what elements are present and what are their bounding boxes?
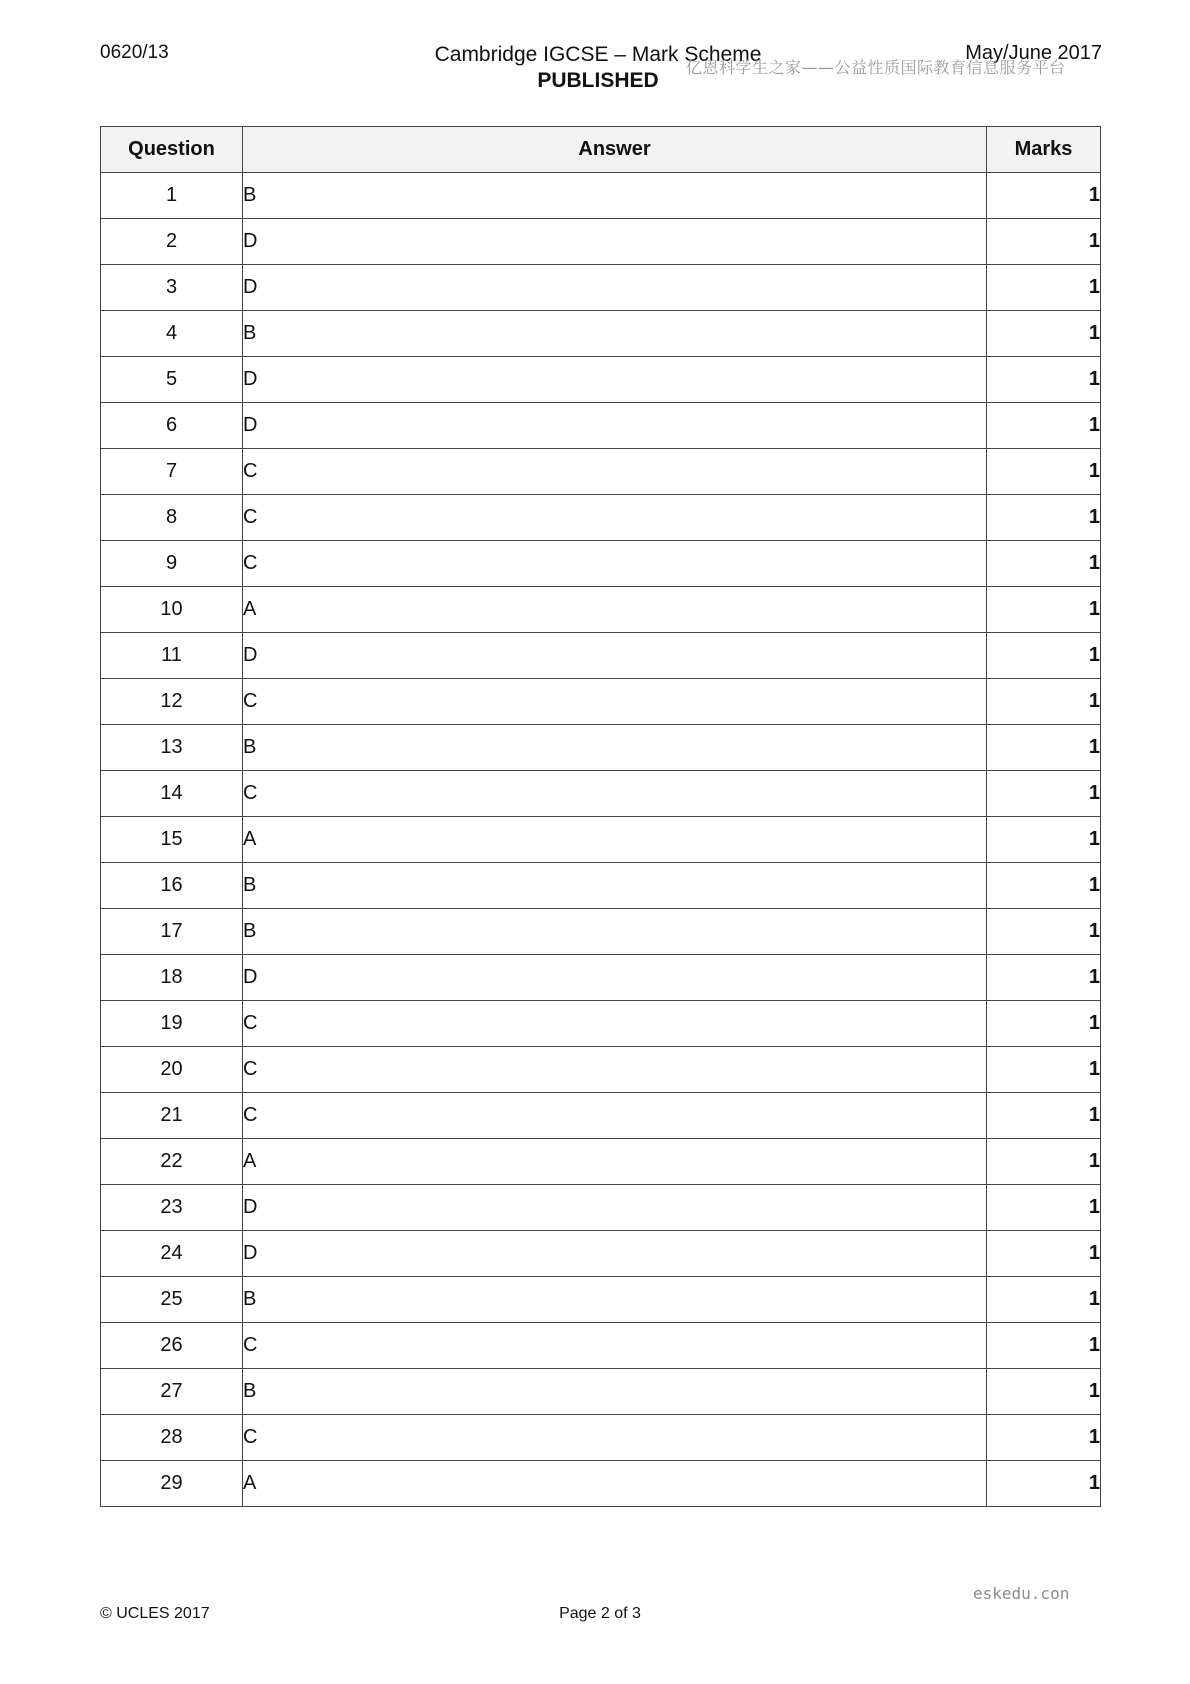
marks-cell: 1 xyxy=(987,403,1101,449)
question-cell: 26 xyxy=(101,1323,243,1369)
marks-cell: 1 xyxy=(987,1001,1101,1047)
table-row xyxy=(101,1185,1101,1231)
marks-cell: 1 xyxy=(987,955,1101,1001)
question-cell: 7 xyxy=(101,449,243,495)
column-header-answer: Answer xyxy=(243,127,987,173)
answer-cell: B xyxy=(243,1277,987,1323)
question-cell: 27 xyxy=(101,1369,243,1415)
question-cell: 15 xyxy=(101,817,243,863)
marks-cell: 1 xyxy=(987,863,1101,909)
marks-cell: 1 xyxy=(987,173,1101,219)
syllabus-code: 0620/13 xyxy=(100,42,169,63)
table-row xyxy=(101,679,1101,725)
question-cell: 12 xyxy=(101,679,243,725)
table-body xyxy=(101,173,1101,1507)
marks-cell: 1 xyxy=(987,311,1101,357)
question-cell: 21 xyxy=(101,1093,243,1139)
question-cell: 17 xyxy=(101,909,243,955)
question-cell: 8 xyxy=(101,495,243,541)
question-cell: 3 xyxy=(101,265,243,311)
marks-cell: 1 xyxy=(987,1323,1101,1369)
document-title: Cambridge IGCSE – Mark Scheme xyxy=(434,43,762,66)
table-row xyxy=(101,1323,1101,1369)
answer-cell: C xyxy=(243,679,987,725)
question-cell: 25 xyxy=(101,1277,243,1323)
table-row xyxy=(101,1231,1101,1277)
table-row xyxy=(101,1001,1101,1047)
question-cell: 9 xyxy=(101,541,243,587)
table-row xyxy=(101,863,1101,909)
table-row xyxy=(101,311,1101,357)
column-header-question: Question xyxy=(101,127,243,173)
answer-cell: D xyxy=(243,955,987,1001)
marks-cell: 1 xyxy=(987,817,1101,863)
question-cell: 16 xyxy=(101,863,243,909)
answer-cell: C xyxy=(243,1001,987,1047)
marks-cell: 1 xyxy=(987,679,1101,725)
answer-cell: C xyxy=(243,541,987,587)
question-cell: 5 xyxy=(101,357,243,403)
marks-cell: 1 xyxy=(987,1185,1101,1231)
marks-cell: 1 xyxy=(987,449,1101,495)
table-row xyxy=(101,449,1101,495)
table-row xyxy=(101,1093,1101,1139)
answer-cell: B xyxy=(243,1369,987,1415)
column-header-marks: Marks xyxy=(987,127,1101,173)
copyright: © UCLES 2017 xyxy=(100,1605,210,1622)
marks-cell: 1 xyxy=(987,265,1101,311)
question-cell: 11 xyxy=(101,633,243,679)
answer-cell: B xyxy=(243,725,987,771)
answer-cell: D xyxy=(243,265,987,311)
table-row xyxy=(101,219,1101,265)
table-row xyxy=(101,495,1101,541)
question-cell: 24 xyxy=(101,1231,243,1277)
table-row xyxy=(101,955,1101,1001)
table-header-row xyxy=(101,127,1101,173)
answer-cell: A xyxy=(243,817,987,863)
marks-cell: 1 xyxy=(987,1231,1101,1277)
marks-cell: 1 xyxy=(987,771,1101,817)
answer-cell: D xyxy=(243,633,987,679)
question-cell: 28 xyxy=(101,1415,243,1461)
marks-cell: 1 xyxy=(987,1369,1101,1415)
marks-cell: 1 xyxy=(987,909,1101,955)
marks-cell: 1 xyxy=(987,357,1101,403)
question-cell: 4 xyxy=(101,311,243,357)
table-row xyxy=(101,725,1101,771)
marks-cell: 1 xyxy=(987,1415,1101,1461)
answer-cell: B xyxy=(243,863,987,909)
answer-cell: D xyxy=(243,1231,987,1277)
answer-cell: C xyxy=(243,449,987,495)
answer-cell: C xyxy=(243,1093,987,1139)
marks-cell: 1 xyxy=(987,219,1101,265)
table-row xyxy=(101,541,1101,587)
marks-cell: 1 xyxy=(987,1139,1101,1185)
answer-cell: B xyxy=(243,311,987,357)
answer-cell: A xyxy=(243,1461,987,1507)
question-cell: 23 xyxy=(101,1185,243,1231)
question-cell: 22 xyxy=(101,1139,243,1185)
table-row xyxy=(101,357,1101,403)
marks-cell: 1 xyxy=(987,1047,1101,1093)
marks-cell: 1 xyxy=(987,1277,1101,1323)
table-row xyxy=(101,1415,1101,1461)
marks-cell: 1 xyxy=(987,1461,1101,1507)
table-row xyxy=(101,587,1101,633)
question-cell: 2 xyxy=(101,219,243,265)
answer-cell: A xyxy=(243,587,987,633)
exam-session: May/June 2017 xyxy=(965,42,1102,64)
answer-cell: D xyxy=(243,1185,987,1231)
question-cell: 10 xyxy=(101,587,243,633)
mark-scheme-table xyxy=(100,126,1101,1507)
answer-cell: A xyxy=(243,1139,987,1185)
table-row xyxy=(101,1277,1101,1323)
marks-cell: 1 xyxy=(987,633,1101,679)
question-cell: 20 xyxy=(101,1047,243,1093)
answer-cell: C xyxy=(243,495,987,541)
table-row xyxy=(101,817,1101,863)
marks-cell: 1 xyxy=(987,1093,1101,1139)
table-row xyxy=(101,909,1101,955)
marks-cell: 1 xyxy=(987,541,1101,587)
table-row xyxy=(101,633,1101,679)
answer-cell: C xyxy=(243,1415,987,1461)
marks-cell: 1 xyxy=(987,495,1101,541)
table-row xyxy=(101,1369,1101,1415)
marks-cell: 1 xyxy=(987,587,1101,633)
marks-cell: 1 xyxy=(987,725,1101,771)
question-cell: 1 xyxy=(101,173,243,219)
table-row xyxy=(101,771,1101,817)
table-row xyxy=(101,403,1101,449)
document-subtitle: PUBLISHED xyxy=(537,69,659,92)
table-row xyxy=(101,173,1101,219)
table-row xyxy=(101,265,1101,311)
watermark-top: 亿恩科学生之家——公益性质国际教育信息服务平台 xyxy=(686,58,1066,77)
watermark-bottom: eskedu.con xyxy=(973,1584,1070,1603)
answer-cell: B xyxy=(243,173,987,219)
answer-cell: D xyxy=(243,357,987,403)
table-row xyxy=(101,1461,1101,1507)
question-cell: 29 xyxy=(101,1461,243,1507)
table-row xyxy=(101,1139,1101,1185)
question-cell: 19 xyxy=(101,1001,243,1047)
page-number: Page 2 of 3 xyxy=(559,1605,641,1622)
answer-cell: C xyxy=(243,771,987,817)
answer-cell: B xyxy=(243,909,987,955)
question-cell: 18 xyxy=(101,955,243,1001)
answer-cell: C xyxy=(243,1323,987,1369)
table-row xyxy=(101,1047,1101,1093)
answer-cell: D xyxy=(243,219,987,265)
question-cell: 6 xyxy=(101,403,243,449)
question-cell: 14 xyxy=(101,771,243,817)
question-cell: 13 xyxy=(101,725,243,771)
answer-cell: D xyxy=(243,403,987,449)
answer-cell: C xyxy=(243,1047,987,1093)
